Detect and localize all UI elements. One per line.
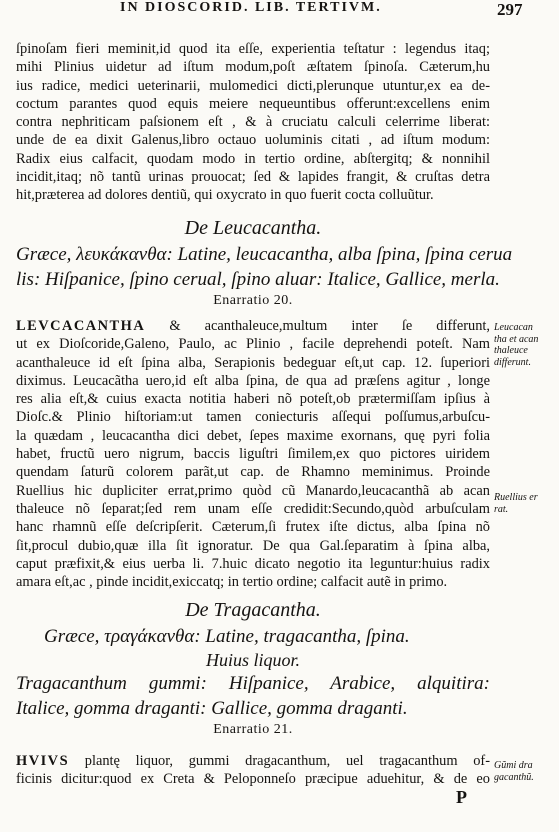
text-block-2: [16, 317, 490, 591]
text-line: ficinis dicitur:quod ex Creta & Peloponneſo præcipue aduehitur, & de eo: [16, 771, 490, 788]
text-line: Radix eius calfacit, quodam modo in tertio ordine, abſtergitq; & nonnihil: [16, 150, 490, 167]
names-line: Græce, τραγάκανθα: Latine, tragacantha, ſpina.: [44, 626, 410, 647]
margin-note-line: tha et acan: [494, 333, 539, 345]
text-line: contra nephriticam paſsionem eſt , & à cruciatu calculi celerrime liberat:: [16, 114, 490, 131]
text-line: quendam ſaturũ colorem parãt,ut cap. de Rhamno meminimus. Proinde: [16, 464, 490, 481]
names-line: Tragacanthum gummi: Hiſpanice, Arabice, alquitira:: [16, 673, 490, 694]
initial-word: HVIVS: [16, 753, 70, 769]
section-leucacantha: [16, 214, 513, 310]
text-line: ſpinoſam fieri meminit,id quod ita eſſe, experientia teſtatur : legendus itaq;: [16, 41, 490, 57]
initial-word: LEVCACANTHA: [16, 318, 146, 334]
text-line: thaleuce nõ ſeparat;ſed rem unam eſſe credidit:Secundo,quòd arbuſculam: [16, 500, 490, 517]
text-line: habet, fructũ uero nigrum, baccis liguſtri ſimilem,ex quo pictores uiridem: [16, 446, 490, 463]
text-run: plantę liquor, gummi dragacanthum, uel tragacanthum of-: [69, 753, 490, 769]
names-line: Italice, gomma draganti: Gallice, gomma draganti.: [16, 698, 408, 719]
page-number: 297: [497, 0, 523, 19]
text-line: diximus. Leucacãtha uero,id eſt alba ſpina, de qua ad præſens agitur , longe: [16, 372, 490, 389]
margin-note-line: Ruellius er: [494, 492, 538, 503]
text-run: & acanthaleuce,multum inter ſe differunt,: [145, 318, 490, 334]
text-line: ut ex Dioſcoride,Galeno, Paulo, ac Plinio , facile deprehendi poteſt. Nam: [16, 336, 490, 353]
page-header: [0, 0, 559, 19]
margin-note-line: rat.: [494, 503, 509, 515]
subheading: Huius liquor.: [205, 650, 301, 670]
enarratio-label: Enarratio 20.: [213, 293, 293, 308]
section-heading: De Tragacantha.: [185, 599, 321, 621]
running-head: IN DIOSCORID. LIB. TERTIVM.: [120, 0, 382, 15]
text-line: Dioſc.& Plinio hiſtoriam:ut tamen coniecturis aſſequi poſſumus,arbuſcu-: [16, 409, 490, 426]
text-line: acanthaleuce id eſt ſpina alba, Serapionis bedeguar eſt,ut cap. 12. ſuperiori: [16, 354, 490, 371]
margin-note-ruellius: [494, 492, 556, 515]
margin-note-line: thaleuce: [494, 345, 528, 356]
names-line: Græce, λευκάκανθα: Latine, leucacantha, alba ſpina, ſpina cerua: [16, 244, 513, 265]
text-line: hit,præterea ad dolores dentiũ, qui oxycrato in quo fuerit cocta colluũtur.: [16, 187, 434, 204]
margin-note-line: differunt.: [494, 356, 531, 368]
text-line: res alia eſt,& cuius exacta notitia haberi nõ poteſt,ob prætermiſſam ipſius à: [16, 391, 490, 408]
margin-note-line: Leucacan: [494, 322, 533, 333]
text-line: incidit,itaq; nõ tantũ urinas prouocat; ſed & lapides frangit, & cruſtas detra: [16, 169, 490, 186]
text-line: hanc rhamnũ eſſe deſcripſerit. Cæterum,ſi frutex iſte dictus, alba ſpina nõ: [16, 519, 490, 536]
text-line-first: [16, 317, 490, 335]
section-tragacantha: [16, 596, 490, 739]
text-line: ius radice, medici ueterinarii, mulomedici dicti,plerunque utuntur,ex ea de-: [16, 77, 490, 94]
text-line: unde de ea dixit Galenus,libro octauo uoluminis citati , ad iſtum modum:: [16, 132, 490, 149]
text-line: coctum parantes quod equis meiere nequeuntibus offerunt:excellens enim: [16, 95, 490, 112]
names-line: lis: Hiſpanice, ſpino cerual, ſpino aluar: Italice, Gallice, merla.: [16, 269, 500, 290]
margin-note-line: Gũmi dra: [494, 760, 533, 771]
text-line: mihi Plinius uidetur ad iſtum modum,poſt æſtatem ſpinoſa. Cæterum,hu: [16, 59, 490, 76]
text-block-1: [16, 40, 490, 205]
text-line: ſit,procul dubio,quæ illa ſit ignoratur. De qua Gal.ſeparatim à ſpina alba,: [16, 537, 490, 554]
text-line: amara eſt,ac , pinde incidit,exiccatq; in tertio ordine; calfacit autẽ in primo.: [16, 574, 448, 591]
text-line: caput præfixit,& eius uerba li. 7.huic dicato negotio ita leguntur:huius radix: [16, 555, 490, 572]
text-block-3: [16, 752, 490, 789]
margin-note-leucacantha: [494, 322, 556, 368]
margin-note-line: gacanthũ.: [494, 771, 534, 783]
enarratio-label: Enarratio 21.: [213, 722, 293, 737]
text-line: Ruellius hic dupliciter errat,primo quòd cũ Manardo,leucacanthã ab acan: [16, 482, 490, 499]
section-heading: De Leucacantha.: [184, 217, 322, 239]
signature-mark: P: [456, 787, 467, 807]
text-line: la quædam , leucacantha dici debet, ſepes maxime exornans, quę pyri folia: [16, 427, 490, 444]
margin-note-gummi: [494, 760, 556, 783]
text-line-first: [16, 752, 490, 770]
